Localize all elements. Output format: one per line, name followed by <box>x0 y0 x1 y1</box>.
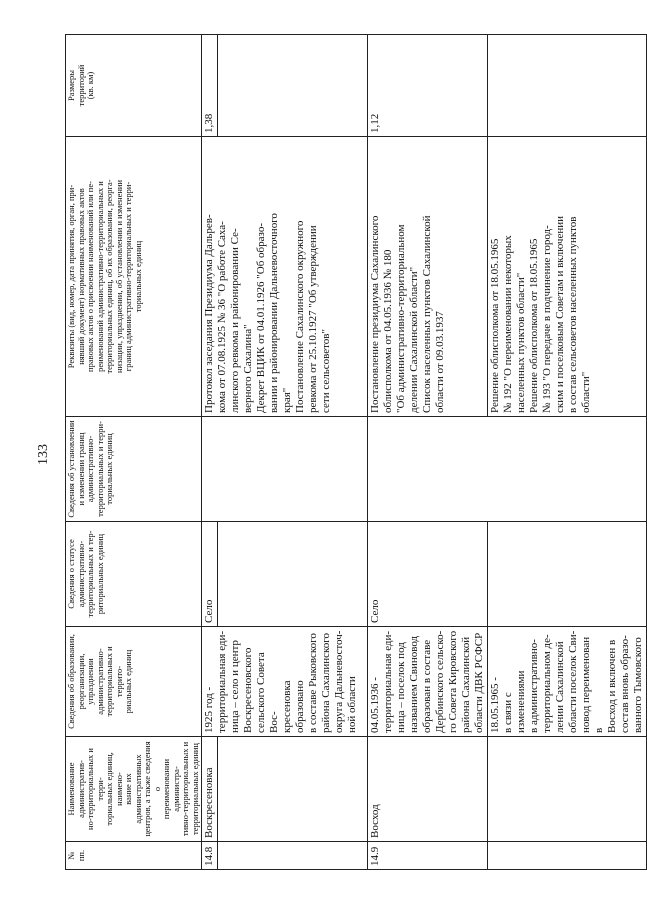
row-status: Село <box>368 522 488 627</box>
header-borders: Сведения об установлении и изменении границ административно- территориальных и терри- ториальных единиц <box>66 417 202 522</box>
header-size: Размеры территорий (кв. км) <box>66 35 202 137</box>
empty-cell <box>488 842 647 870</box>
empty-cell <box>488 35 647 137</box>
row-size: 1,38 <box>202 35 218 137</box>
table-header-row <box>66 35 202 870</box>
row-name: Восход <box>368 737 488 842</box>
row-documents: Протокол заседания Президиума Дальрев- кома от 07.08.1925 № 36 "О работе Саха- линского ревкома и районировании Се- верного Сахалина" Декрет ВЦИК от 04.01.1926 "Об образо- вании и районировании Дальневосточного края" Постановление Сахалинского окружного ревкома от 25.10.1927 "Об утверждении сети сельсоветов" <box>202 137 368 417</box>
row-size: 1,12 <box>368 35 488 137</box>
row-formation-continued: 18.05.1965 - в связи с изменениями в административно- территориальном де- лении Сахалинской области поселок Сви- новод переименован в Восход и включен в состав вновь образо- ванного Тымовского <box>488 627 647 737</box>
row-borders <box>368 417 647 522</box>
table-row <box>202 35 218 870</box>
page-number: 133 <box>36 444 51 465</box>
header-number: № пп. <box>66 842 202 870</box>
row-number: 14.9 <box>368 842 488 870</box>
empty-cell <box>488 522 647 627</box>
empty-cell <box>218 737 368 842</box>
empty-cell <box>218 35 368 137</box>
empty-cell <box>488 737 647 842</box>
header-documents: Реквизиты (вид, номер, дата принятия, орган, при- нявший документ) нормативных правовых актов правовых актов о присвоении наименований или пе- реименований административно-территориальных и территориальных единиц, об их образовании, реорга- низации, упразднении, об установлении и изменении границ административно-территориальных и терри- ториальных единиц <box>66 137 202 417</box>
row-formation: 1925 год - территориальная еди- ница – село и центр Воскресеновского сельского Совета Вос- кресеновка образовано в составе Рыковского района Сахалинского округа Дальневосточ- ной области <box>202 627 368 737</box>
table-row <box>368 35 488 870</box>
registry-table <box>65 34 647 870</box>
row-formation: 04.05.1936 - территориальная еди- ница – поселок под названием Свиновод образован в составе Дербинского сельско- го Совета Кировского района Сахалинской области ДВК РСФСР <box>368 627 488 737</box>
row-status: Село <box>202 522 218 627</box>
empty-cell <box>218 522 368 627</box>
header-name: Наименование административ- но-территориальных и терри- ториальных единиц, наимено- вание их административных центров, а также сведения о переименовании администра- тивно-территориальных и территориальных единиц <box>66 737 202 842</box>
header-status: Сведения о статусе административно- территориальных и тер- риториальных единиц <box>66 522 202 627</box>
row-documents-continued: Решение облисполкома от 18.05.1965 № 192 "О переименовании некоторых населенных пунктов области" Решение облисполкома от 18.05.1965 № 193 "О передаче в подчинение город- ским и поселковым Советам и включении в состав сельсоветов населенных пунктов области" <box>488 137 647 417</box>
header-formation: Сведения об образовании, реорганизации, упразднении административно- территориальных и террито- риальных единиц <box>66 627 202 737</box>
row-documents: Постановление президиума Сахалинского облисполкома от 04.05.1936 № 180 "Об административно-территориальном делении Сахалинской области" Список населенных пунктов Сахалинской области от 09.03.1937 <box>368 137 488 417</box>
row-name: Воскресеновка <box>202 737 218 842</box>
row-borders <box>202 417 368 522</box>
row-number: 14.8 <box>202 842 218 870</box>
empty-cell <box>218 842 368 870</box>
